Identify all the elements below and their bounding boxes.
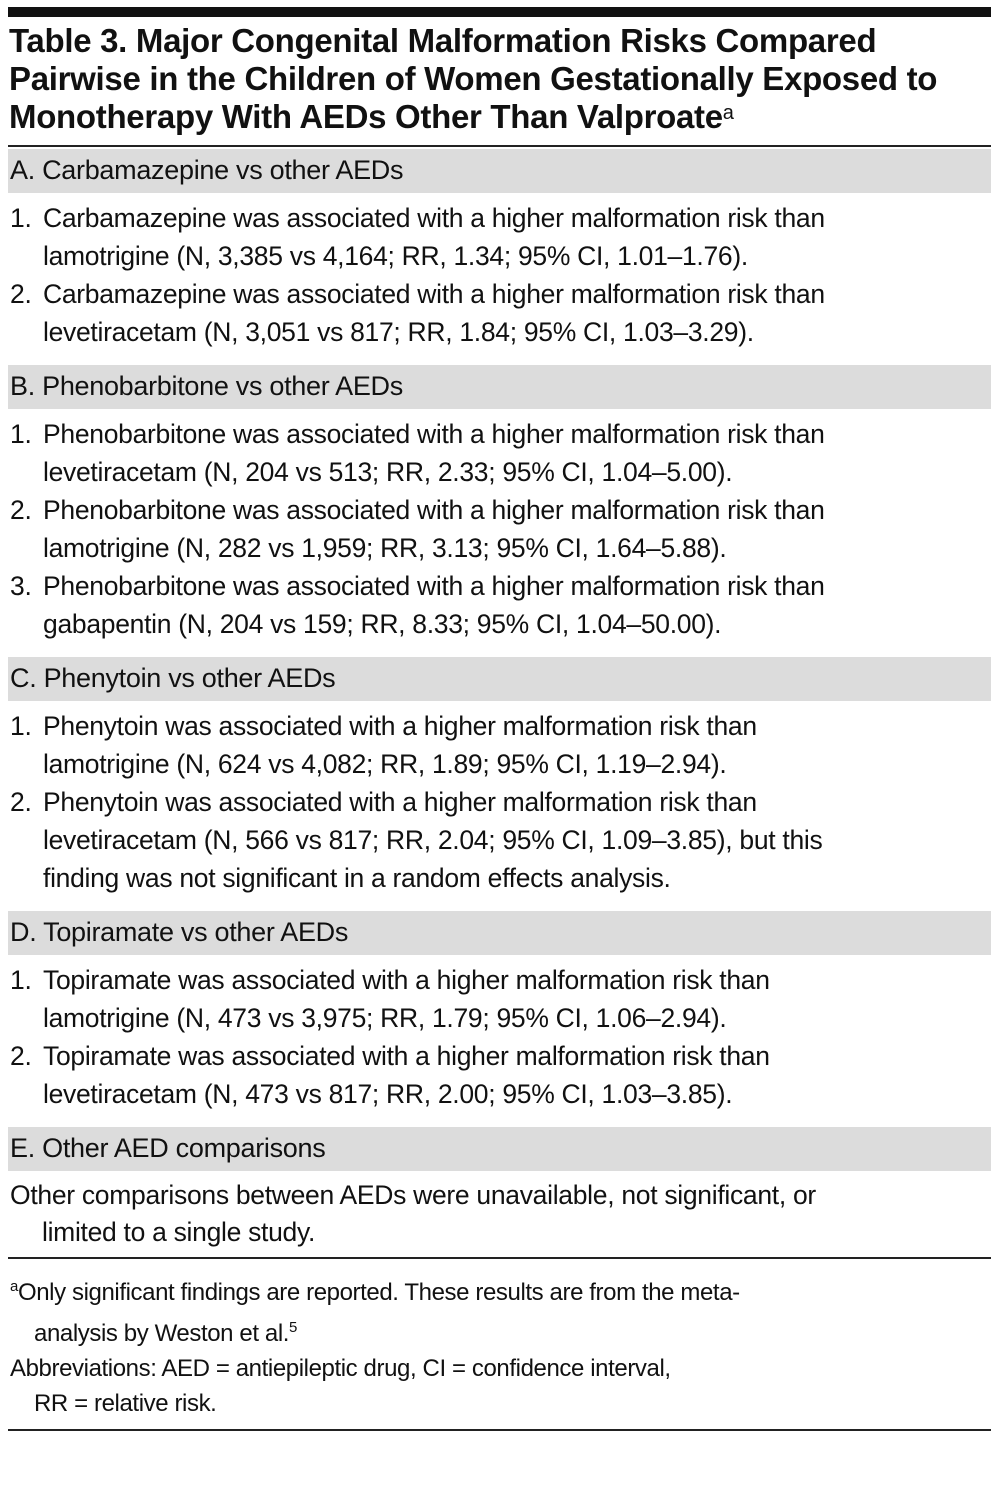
item-text [43,1037,991,1113]
item-line: lamotrigine (N, 473 vs 3,975; RR, 1.79; 95% CI, 1.06–2.94). [43,1003,727,1033]
list-item [8,961,991,1037]
item-text [43,567,991,643]
list-item [8,783,991,897]
title-line: Table 3. Major Congenital Malformation Risks Compared [9,22,877,59]
list-item [8,199,991,275]
item-line: finding was not significant in a random effects analysis. [43,863,671,893]
item-text [43,199,991,275]
item-line: gabapentin (N, 204 vs 159; RR, 8.33; 95% CI, 1.04–50.00). [43,609,722,639]
list-item [8,707,991,783]
list-item [8,567,991,643]
item-text [43,961,991,1037]
item-number: 2. [10,279,32,309]
item-line: Phenytoin was associated with a higher malformation risk than [43,787,757,817]
item-line: Phenobarbitone was associated with a higher malformation risk than [43,419,825,449]
section-header: C. Phenytoin vs other AEDs [8,657,991,701]
item-line: lamotrigine (N, 282 vs 1,959; RR, 3.13; 95% CI, 1.64–5.88). [43,533,727,563]
item-number: 1. [10,965,32,995]
item-list [8,955,991,1113]
item-number: 1. [10,419,32,449]
item-line: Carbamazepine was associated with a higher malformation risk than [43,279,825,309]
item-line: levetiracetam (N, 3,051 vs 817; RR, 1.84; 95% CI, 1.03–3.29). [43,317,754,347]
item-line: Topiramate was associated with a higher malformation risk than [43,1041,770,1071]
footnote-text: Only significant findings are reported. These results are from the meta- [17,1279,740,1306]
table-body [8,145,991,1431]
item-number: 2. [10,495,32,525]
list-item [8,275,991,351]
title-line [9,98,994,136]
item-text [43,275,991,351]
section-header: E. Other AED comparisons [8,1127,991,1171]
item-line: Phenytoin was associated with a higher malformation risk than [43,711,757,741]
text-line: Other comparisons between AEDs were unavailable, not significant, or [10,1180,816,1210]
top-rule [8,7,991,17]
section-header: A. Carbamazepine vs other AEDs [8,149,991,193]
item-line: Carbamazepine was associated with a higher malformation risk than [43,203,825,233]
reference-marker: 5 [289,1319,297,1336]
item-line: Phenobarbitone was associated with a higher malformation risk than [43,495,825,525]
footnote-text: analysis by Weston et al. [34,1320,290,1347]
table-section [8,911,991,1113]
item-list [8,701,991,897]
item-text [43,415,991,491]
abbreviations: Abbreviations: AED = antiepileptic drug, CI = confidence interval, [10,1355,671,1382]
section-text [8,1171,991,1251]
table-section [8,365,991,643]
item-line: Phenobarbitone was associated with a higher malformation risk than [43,571,825,601]
footnote-marker: a [722,102,734,124]
footnote-marker: a [10,1278,18,1295]
bottom-rule [8,1429,991,1431]
item-list [8,193,991,351]
table-section [8,1127,991,1251]
item-line: levetiracetam (N, 204 vs 513; RR, 2.33; 95% CI, 1.04–5.00). [43,457,733,487]
table-section [8,149,991,351]
title-line: Pairwise in the Children of Women Gestationally Exposed to [9,60,938,97]
item-text [43,783,991,897]
abbreviations-cont: RR = relative risk. [34,1390,217,1417]
footnotes [8,1259,991,1421]
list-item [8,491,991,567]
item-line: levetiracetam (N, 566 vs 817; RR, 2.04; 95% CI, 1.09–3.85), but this [43,825,823,855]
section-header: D. Topiramate vs other AEDs [8,911,991,955]
footnote-a [10,1269,991,1310]
section-header: B. Phenobarbitone vs other AEDs [8,365,991,409]
list-item [8,1037,991,1113]
footnote-a-cont [10,1310,991,1351]
item-text [43,707,991,783]
text-line: limited to a single study. [42,1217,316,1247]
item-list [8,409,991,643]
item-text [43,491,991,567]
item-line: levetiracetam (N, 473 vs 817; RR, 2.00; 95% CI, 1.03–3.85). [43,1079,733,1109]
list-item [8,415,991,491]
item-line: lamotrigine (N, 3,385 vs 4,164; RR, 1.34; 95% CI, 1.01–1.76). [43,241,748,271]
table-section [8,657,991,897]
table-title [9,22,994,136]
item-number: 2. [10,1041,32,1071]
item-number: 1. [10,203,32,233]
item-number: 3. [10,571,32,601]
item-line: lamotrigine (N, 624 vs 4,082; RR, 1.89; 95% CI, 1.19–2.94). [43,749,727,779]
item-number: 1. [10,711,32,741]
title-text: Monotherapy With AEDs Other Than Valproate [9,98,723,135]
item-line: Topiramate was associated with a higher malformation risk than [43,965,770,995]
item-number: 2. [10,787,32,817]
